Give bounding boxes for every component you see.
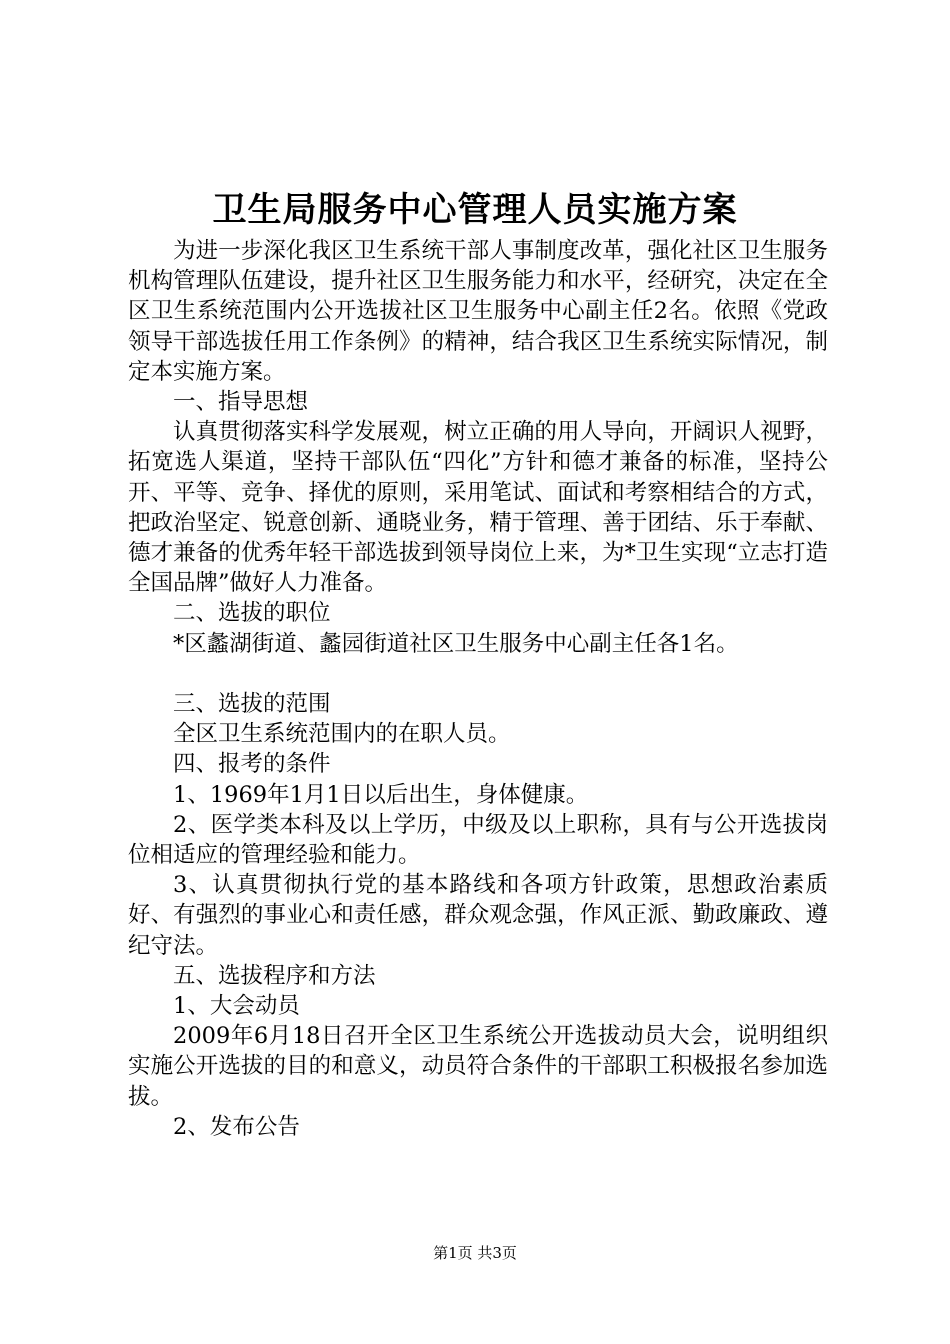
page-number: 第1页 共3页 <box>433 1244 517 1262</box>
paragraph-mobilization: 2009年6月18日召开全区卫生系统公开选拔动员大会，说明组织实施公开选拔的目的和意义，动员符合条件的干部职工积极报名参加选拔。 <box>128 1023 828 1110</box>
heading-announcement: 2、发布公告 <box>173 1113 300 1140</box>
heading-scope: 三、选拔的范围 <box>173 691 331 718</box>
paragraph-intro: 为进一步深化我区卫生系统干部人事制度改革，强化社区卫生服务机构管理队伍建设，提升社区卫生服务能力和水平，经研究，决定在全区卫生系统范围内公开选拔社区卫生服务中心副主任2名。依照《党政领导干部选拔任用工作条例》的精神，结合我区卫生系统实际情况，制定本实施方案。 <box>128 238 828 385</box>
paragraph-condition-3: 3、认真贯彻执行党的基本路线和各项方针政策，思想政治素质好、有强烈的事业心和责任感，群众观念强，作风正派、勤政廉政、遵纪守法。 <box>128 872 828 959</box>
document-title: 卫生局服务中心管理人员实施方案 <box>212 190 738 230</box>
heading-mobilization: 1、大会动员 <box>173 993 300 1020</box>
heading-positions: 二、选拔的职位 <box>173 600 331 627</box>
heading-procedure: 五、选拔程序和方法 <box>173 962 376 989</box>
heading-guiding-ideology: 一、指导思想 <box>173 389 309 416</box>
paragraph-condition-2: 2、医学类本科及以上学历，中级及以上职称，具有与公开选拔岗位相适应的管理经验和能力。 <box>128 811 828 869</box>
paragraph-guiding-ideology: 认真贯彻落实科学发展观，树立正确的用人导向，开阔识人视野，拓宽选人渠道，坚持干部队伍“四化”方针和德才兼备的标准，坚持公开、平等、竞争、择优的原则，采用笔试、面试和考察相结合的方式，把政治坚定、锐意创新、通晓业务，精于管理、善于团结、乐于奉献、德才兼备的优秀年轻干部选拔到领导岗位上来，为*卫生实现“立志打造全国品牌”做好人力准备。 <box>128 419 828 597</box>
heading-conditions: 四、报考的条件 <box>173 751 331 778</box>
paragraph-condition-1: 1、1969年1月1日以后出生，身体健康。 <box>173 781 589 808</box>
paragraph-positions: *区蠡湖街道、蠡园街道社区卫生服务中心副主任各1名。 <box>173 630 739 657</box>
blank-line <box>128 659 828 689</box>
document-body <box>128 236 828 1142</box>
paragraph-scope: 全区卫生系统范围内的在职人员。 <box>173 721 511 748</box>
